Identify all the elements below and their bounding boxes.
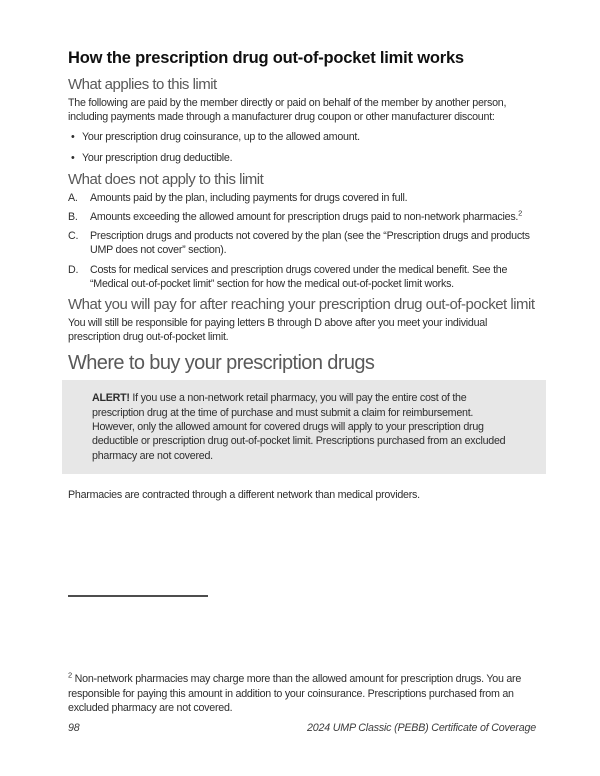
section-heading-what-applies: What applies to this limit [68, 76, 217, 93]
lettered-item-a [68, 191, 540, 205]
bullet-item [68, 151, 540, 165]
bullet-item [68, 130, 540, 144]
pharmacies-network-paragraph: Pharmacies are contracted through a different network than medical providers. [68, 488, 420, 501]
footnote-reference: 2 [518, 208, 523, 218]
item-letter: D. [68, 263, 79, 276]
document-title-footer: 2024 UMP Classic (PEBB) Certificate of Coverage [307, 722, 536, 734]
bullet-icon: • [71, 131, 75, 144]
page-content [68, 48, 540, 508]
footnote-text: Non-network pharmacies may charge more than the allowed amount for prescription drugs. You are responsible for paying this amount in addition to your coinsurance. Prescriptions purchased from an excluded pharmacy are not covered. [68, 673, 522, 715]
alert-label: ALERT! [92, 392, 130, 405]
item-letter: C. [68, 230, 79, 243]
item-text-body: Amounts exceeding the allowed amount for prescription drugs paid to non-network pharmacies. [90, 211, 519, 224]
lettered-item-d [68, 263, 540, 291]
footnote [68, 672, 542, 716]
page-title: How the prescription drug out-of-pocket limit works [68, 49, 464, 67]
bullet-icon: • [71, 151, 75, 164]
lettered-item-c [68, 229, 540, 257]
item-text [90, 210, 540, 224]
item-text-body: Costs for medical services and prescription drugs covered under the medical benefit. See the “Medical out-of-pocket limit” section for how the medical out-of-pocket limit works. [90, 263, 508, 290]
item-text [90, 229, 540, 257]
pay-after-paragraph: You will still be responsible for paying letters B through D above after you meet your individual prescription drug out-of-pocket limit. [68, 317, 488, 344]
alert-text: If you use a non-network retail pharmacy, you will pay the entire cost of the prescription drug at the time of purchase and must submit a claim for reimbursement. However, only the allowed amount for covered drugs will apply to your prescription drug deductible or prescription drug out-of-pocket limit. Prescriptions purchased from an excluded pharmacy are not covered. [92, 392, 506, 462]
page-number: 98 [68, 722, 80, 734]
applies-intro-paragraph: The following are paid by the member directly or paid on behalf of the member by another person, including payments made through a manufacturer drug coupon or other manufacturer discount: [68, 97, 507, 124]
bullet-item-text: Your prescription drug deductible. [82, 151, 233, 164]
footnote-number: 2 [68, 670, 72, 680]
footnote-divider [68, 595, 208, 597]
item-text [90, 191, 540, 205]
section-heading-not-apply: What does not apply to this limit [68, 170, 264, 188]
bullet-item-text: Your prescription drug coinsurance, up to the allowed amount. [82, 131, 360, 144]
lettered-item-b [68, 210, 540, 224]
page-footer [68, 722, 536, 734]
alert-callout-box [62, 380, 546, 473]
item-text-body: Amounts paid by the plan, including payments for drugs covered in full. [90, 191, 408, 204]
item-text [90, 263, 540, 291]
item-letter: A. [68, 191, 78, 204]
section-heading-pay-after: What you will pay for after reaching your prescription drug out-of-pocket limit [68, 296, 535, 314]
item-text-body: Prescription drugs and products not covered by the plan (see the “Prescription drugs and products UMP does not cover” section). [90, 230, 530, 257]
item-letter: B. [68, 211, 78, 224]
section-heading-where-to-buy: Where to buy your prescription drugs [68, 352, 375, 375]
